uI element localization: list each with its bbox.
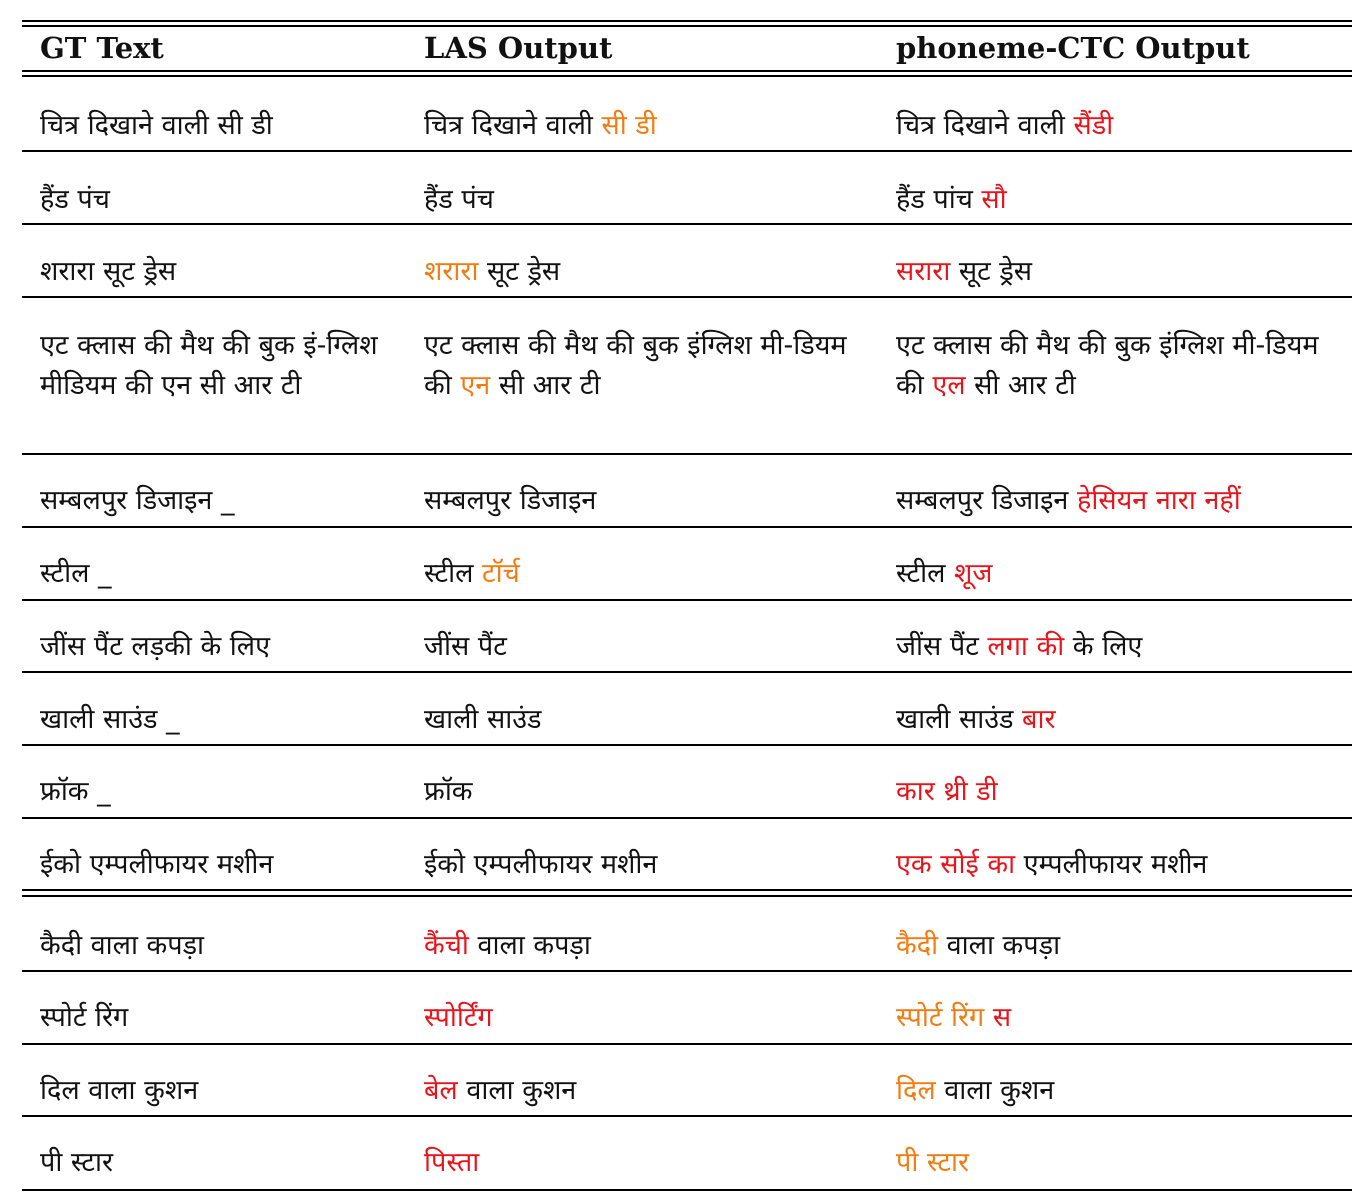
ctc-output-cell: [896, 772, 1346, 812]
ctc-output-cell: [896, 554, 1346, 594]
las-segment-black: स्टील: [424, 558, 482, 589]
row-rule: [22, 970, 1352, 972]
ctc-output-cell: [896, 326, 1341, 406]
ctc-segment-black: सी आर टी: [965, 370, 1076, 401]
ctc-segment-black: के लिए: [1064, 631, 1143, 662]
las-output-cell: [424, 106, 872, 146]
las-segment-black: चित्र दिखाने वाली: [424, 110, 602, 141]
las-output-cell: [424, 998, 872, 1038]
las-segment-orange: एन: [460, 370, 491, 401]
las-segment-red: कैंची: [424, 930, 469, 961]
ctc-output-cell: [896, 1143, 1346, 1183]
row-rule: [22, 150, 1352, 152]
las-segment-black: वाला कुशन: [457, 1075, 577, 1106]
header-las-output: LAS Output: [424, 31, 613, 65]
gt-text-cell: फ्रॉक _: [40, 776, 111, 807]
las-segment-black: खाली साउंड: [424, 704, 542, 735]
ctc-segment-black: एम्पलीफायर मशीन: [1015, 849, 1208, 880]
las-segment-black: जींस पैंट: [424, 631, 507, 662]
ctc-output-cell: [896, 481, 1346, 521]
header-ctc-output: phoneme-CTC Output: [896, 31, 1250, 65]
las-output-cell: [424, 326, 869, 406]
row-rule: [22, 599, 1352, 601]
row-rule: [22, 889, 1352, 891]
row-rule: [22, 817, 1352, 819]
ctc-segment-red: शूज: [954, 558, 993, 589]
ctc-segment-black: स्टील: [896, 558, 954, 589]
ctc-segment-red: सौ: [981, 184, 1007, 215]
las-segment-black: सम्बलपुर डिजाइन: [424, 485, 597, 516]
ctc-output-cell: [896, 1071, 1346, 1111]
ctc-segment-red: लगा की: [987, 631, 1065, 662]
gt-text-cell: हैंड पंच: [40, 184, 110, 215]
gt-text-cell: चित्र दिखाने वाली सी डी: [40, 110, 273, 141]
ctc-output-cell: [896, 845, 1346, 885]
ctc-output-cell: [896, 252, 1346, 292]
gt-text-cell: पी स्टार: [40, 1147, 114, 1178]
las-segment-black: सी आर टी: [490, 370, 601, 401]
ctc-segment-black: हैंड पांच: [896, 184, 982, 215]
ctc-segment-red: एल: [932, 370, 966, 401]
las-segment-red: स्पोर्टिंग: [424, 1002, 493, 1033]
las-output-cell: [424, 627, 872, 667]
las-segment-orange: टॉर्च: [482, 558, 520, 589]
ctc-segment-black: जींस पैंट: [896, 631, 988, 662]
gt-text-cell: दिल वाला कुशन: [40, 1075, 199, 1106]
las-output-cell: [424, 1143, 872, 1183]
las-output-cell: [424, 772, 872, 812]
las-output-cell: [424, 926, 872, 966]
ctc-segment-red: कार थ्री डी: [896, 776, 998, 807]
las-segment-black: फ्रॉक: [424, 776, 473, 807]
ctc-segment-red: स: [992, 1002, 1012, 1033]
ctc-segment-orange: पी स्टार: [896, 1147, 970, 1178]
ctc-segment-red: सरारा: [896, 256, 951, 287]
ctc-segment-orange: कैदी: [896, 930, 939, 961]
ctc-segment-red: एक सोई का: [896, 849, 1016, 880]
row-rule: [22, 1043, 1352, 1045]
las-output-cell: [424, 845, 872, 885]
gt-text-cell: जींस पैंट लड़की के लिए: [40, 631, 270, 662]
gt-text-cell: स्पोर्ट रिंग: [40, 1002, 129, 1033]
ctc-segment-red: हेसियन नारा नहीं: [1077, 485, 1241, 516]
ctc-segment-black: सूट ड्रेस: [950, 256, 1033, 287]
row-rule: [22, 223, 1352, 225]
las-output-cell: [424, 481, 872, 521]
row-rule: [22, 296, 1352, 298]
gt-text-cell: कैदी वाला कपड़ा: [40, 930, 205, 961]
ctc-segment-black: वाला कुशन: [935, 1075, 1055, 1106]
header-rule-inner: [22, 75, 1352, 77]
ctc-segment-red: बार: [1022, 704, 1056, 735]
las-output-cell: [424, 554, 872, 594]
ctc-segment-black: सम्बलपुर डिजाइन: [896, 485, 1078, 516]
las-segment-black: हैंड पंच: [424, 184, 494, 215]
las-output-cell: [424, 180, 872, 220]
ctc-output-cell: [896, 700, 1346, 740]
las-segment-black: ईको एम्पलीफायर मशीन: [424, 849, 658, 880]
las-segment-red: पिस्ता: [424, 1147, 480, 1178]
section-rule: [22, 895, 1352, 897]
row-rule: [22, 526, 1352, 528]
las-output-cell: [424, 700, 872, 740]
ctc-segment-black: वाला कपड़ा: [938, 930, 1061, 961]
top-rule: [22, 20, 1352, 22]
ctc-segment-orange: दिल: [896, 1075, 936, 1106]
ctc-output-cell: [896, 998, 1346, 1038]
row-rule: [22, 671, 1352, 673]
row-rule: [22, 744, 1352, 746]
las-segment-black: एट क्लास की मैथ की बुक इंग्लिश मी-डियम की: [424, 330, 847, 401]
header-gt-text: GT Text: [40, 31, 164, 65]
row-rule: [22, 1189, 1352, 1191]
row-rule: [22, 453, 1352, 455]
las-segment-black: वाला कपड़ा: [468, 930, 591, 961]
gt-text-cell: सम्बलपुर डिजाइन _: [40, 485, 235, 516]
ctc-segment-orange: स्पोर्ट रिंग: [896, 1002, 993, 1033]
las-output-cell: [424, 252, 872, 292]
gt-text-cell: एट क्लास की मैथ की बुक इं-ग्लिश मीडियम की एन सी आर टी: [40, 330, 378, 401]
gt-text-cell: शरारा सूट ड्रेस: [40, 256, 177, 287]
top-rule-inner: [22, 25, 1352, 27]
gt-text-cell: ईको एम्पलीफायर मशीन: [40, 849, 274, 880]
ctc-output-cell: [896, 106, 1346, 146]
header-rule: [22, 70, 1352, 72]
ctc-segment-black: एट क्लास की मैथ की बुक इंग्लिश मी-डियम की: [896, 330, 1319, 401]
gt-text-cell: खाली साउंड _: [40, 704, 180, 735]
gt-text-cell: स्टील _: [40, 558, 112, 589]
ctc-output-cell: [896, 926, 1346, 966]
ctc-segment-black: चित्र दिखाने वाली: [896, 110, 1074, 141]
row-rule: [22, 1115, 1352, 1117]
ctc-segment-black: खाली साउंड: [896, 704, 1023, 735]
las-segment-orange: सी डी: [601, 110, 657, 141]
las-segment-orange: शरारा: [424, 256, 479, 287]
ctc-output-cell: [896, 627, 1346, 667]
las-segment-black: सूट ड्रेस: [478, 256, 561, 287]
ctc-output-cell: [896, 180, 1346, 220]
ctc-segment-red: सैंडी: [1073, 110, 1114, 141]
las-output-cell: [424, 1071, 872, 1111]
las-segment-red: बेल: [424, 1075, 458, 1106]
